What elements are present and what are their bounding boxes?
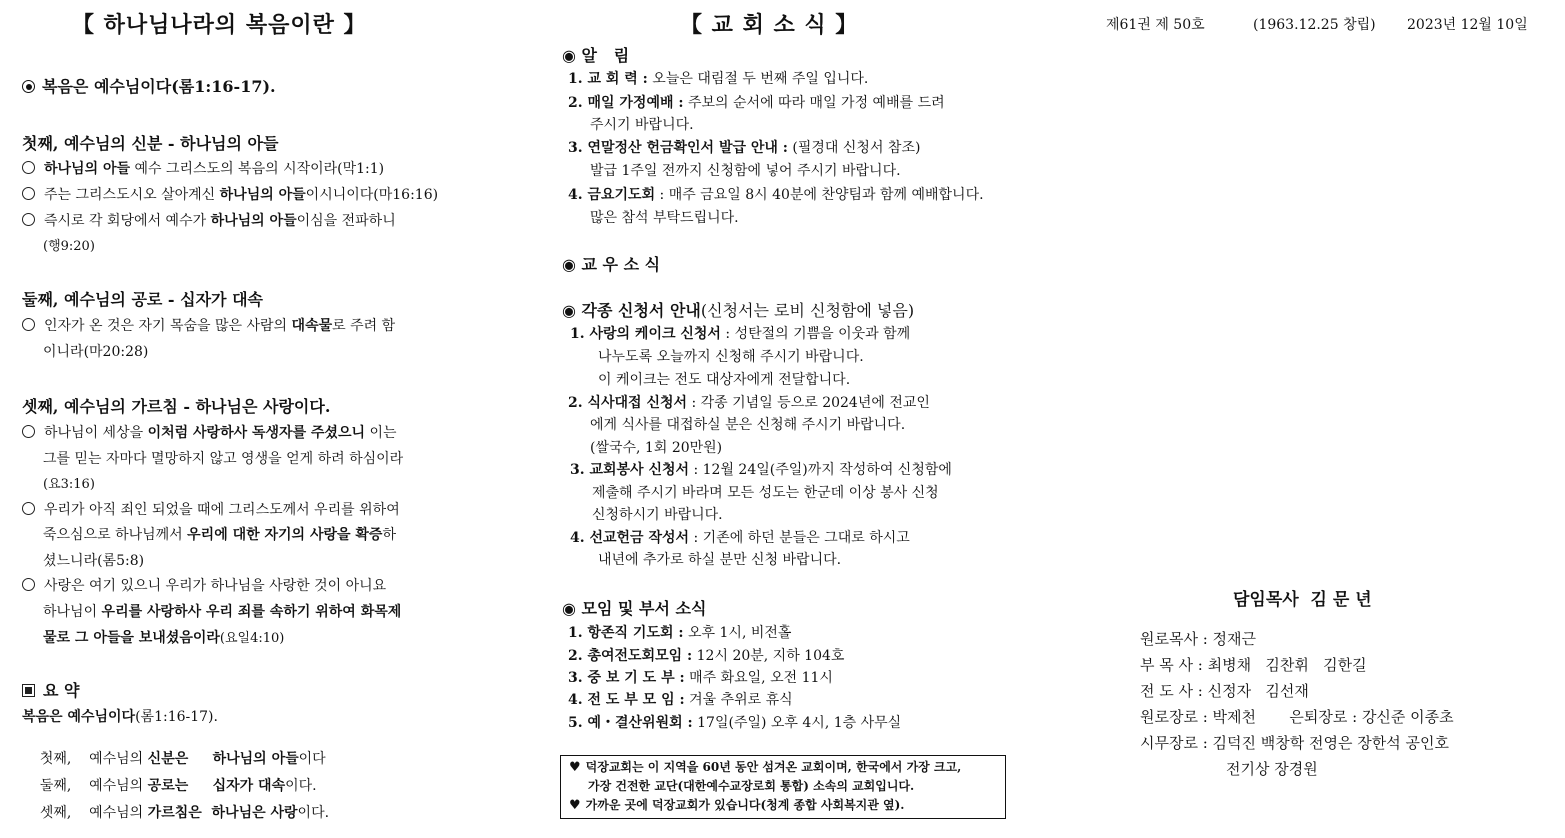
summary-line2: 첫째, 예수님의 신분은 하나님의 아들이다 xyxy=(39,751,326,767)
application-item-2-cont: 에게 식사를 대접하실 분은 신청해 주시기 바랍니다. xyxy=(590,417,906,433)
notice-item-4: 4. 금요기도회 : 매주 금요일 8시 40분에 찬양팀과 함께 예배합니다. xyxy=(568,187,984,203)
meeting-item-5: 5. 예・결산위원회 : 17일(주일) 오후 4시, 1층 사무실 xyxy=(568,715,902,731)
circle-bullet-icon xyxy=(22,213,35,226)
application-item-1: 1. 사랑의 케이크 신청서 : 성탄절의 기쁨을 이웃과 함께 xyxy=(570,326,911,342)
meeting-item-4: 4. 전 도 부 모 임 : 겨울 추위로 휴식 xyxy=(568,692,793,708)
meeting-item-2: 2. 총여전도회모임 : 12시 20분, 지하 104호 xyxy=(568,648,845,664)
section2-heading: 둘째, 예수님의 공로 - 십자가 대속 xyxy=(22,290,263,309)
church-intro-box xyxy=(560,755,1006,819)
circle-bullet-icon xyxy=(22,161,35,174)
applications-heading: ◉ 각종 신청서 안내(신청서는 로비 신청함에 넣음) xyxy=(562,301,915,320)
members-news-heading: ◉ 교 우 소 식 xyxy=(562,255,661,274)
application-item-4: 4. 선교헌금 작성서 : 기존에 하던 분들은 그대로 하시고 xyxy=(570,530,910,546)
section2-line1: 인자가 온 것은 자기 목숨을 많은 사람의 대속물로 주려 함 xyxy=(22,315,395,335)
section3-line1-ref: (요3:16) xyxy=(43,477,95,492)
staff-elders-emeritus: 원로장로 : 박제천 은퇴장로 : 강신준 이종초 xyxy=(1140,708,1454,726)
summary-line1: 복음은 예수님이다(롬1:16-17). xyxy=(22,709,218,725)
section1-line2: 주는 그리스도시오 살아계신 하나님의 아들이시니이다(마16:16) xyxy=(22,184,438,204)
section3-line1: 하나님이 세상을 이처럼 사랑하사 독생자를 주셨으니 이는 xyxy=(22,422,397,442)
circle-bullet-icon xyxy=(22,187,35,200)
notice-heading: ◉ 알 림 xyxy=(562,46,630,65)
senior-pastor: 담임목사 김 문 년 xyxy=(1233,590,1372,610)
section3-line2-ref: 셨느니라(롬5:8) xyxy=(43,553,145,569)
summary-line4: 셋째, 예수님의 가르침은 하나님은 사랑이다. xyxy=(39,805,330,821)
volume-number: 제61권 제 50호 xyxy=(1106,17,1205,33)
square-bullet-icon xyxy=(22,684,35,697)
summary-heading: 요 약 xyxy=(22,678,79,701)
meeting-item-1: 1. 항존직 기도회 : 오후 1시, 비전홀 xyxy=(568,625,792,641)
summary-line3: 둘째, 예수님의 공로는 십자가 대속이다. xyxy=(39,778,317,794)
notice-item-2: 2. 매일 가정예배 : 주보의 순서에 따라 매일 가정 예배를 드려 xyxy=(568,95,945,111)
staff-active-elders: 시무장로 : 김덕진 백창학 전영은 장한석 공인호 xyxy=(1140,734,1449,752)
staff-evangelists: 전 도 사 : 신정자 김선재 xyxy=(1140,682,1309,700)
news-title: 【 교 회 소 식 】 xyxy=(680,12,859,38)
church-intro-line1: ♥ 덕장교회는 이 지역을 60년 동안 섬겨온 교회이며, 한국에서 가장 크고, xyxy=(569,760,962,775)
section2-line1-cont: 이니라(마20:28) xyxy=(43,344,149,360)
heart-icon: ♥ xyxy=(569,760,581,775)
staff-associate-pastors: 부 목 사 : 최병채 김찬휘 김한길 xyxy=(1140,656,1367,674)
church-intro-line3: ♥ 가까운 곳에 덕장교회가 있습니다(청계 종합 사회복지관 옆). xyxy=(569,798,905,813)
section3-line3: 사랑은 여기 있으니 우리가 하나님을 사랑한 것이 아니요 xyxy=(22,575,386,595)
notice-item-3-cont: 발급 1주일 전까지 신청함에 넣어 주시기 바랍니다. xyxy=(590,163,901,179)
circle-bullet-icon xyxy=(22,318,35,331)
section3-line3-cont: 하나님이 우리를 사랑하사 우리 죄를 속하기 위하여 화목제 xyxy=(43,604,402,620)
application-item-3: 3. 교회봉사 신청서 : 12월 24일(주일)까지 작성하여 신청함에 xyxy=(570,462,952,478)
application-item-4-cont: 내년에 추가로 하실 분만 신청 바랍니다. xyxy=(598,552,842,568)
staff-emeritus-pastor: 원로목사 : 정재근 xyxy=(1140,630,1257,648)
heart-icon: ♥ xyxy=(569,798,581,813)
meeting-item-3: 3. 중 보 기 도 부 : 매주 화요일, 오전 11시 xyxy=(568,670,833,686)
gospel-intro: 복음은 예수님이다(롬1:16-17). xyxy=(22,74,276,97)
application-item-1-cont: 나누도록 오늘까지 신청해 주시기 바랍니다. xyxy=(598,349,864,365)
section1-heading: 첫째, 예수님의 신분 - 하나님의 아들 xyxy=(22,134,279,153)
section3-line2-cont: 죽으심으로 하나님께서 우리에 대한 자기의 사랑을 확증하 xyxy=(43,527,396,543)
section3-line3-cont2: 물로 그 아들을 보내셨음이라(요일4:10) xyxy=(43,630,285,646)
section1-line3-ref: (행9:20) xyxy=(43,239,95,254)
notice-item-4-cont: 많은 참석 부탁드립니다. xyxy=(590,210,739,226)
gospel-column xyxy=(0,0,540,822)
target-bullet-icon xyxy=(22,80,35,93)
church-news-column xyxy=(540,0,1030,822)
meetings-heading: ◉ 모임 및 부서 소식 xyxy=(562,599,707,618)
founded-date: (1963.12.25 창립) xyxy=(1253,17,1376,33)
section3-heading: 셋째, 예수님의 가르침 - 하나님은 사랑이다. xyxy=(22,397,331,416)
issue-date: 2023년 12월 10일 xyxy=(1407,17,1528,33)
church-intro-line2: 가장 건전한 교단(대한예수교장로회 통합) 소속의 교회입니다. xyxy=(588,779,915,793)
application-item-2-cont2: (쌀국수, 1회 20만원) xyxy=(590,440,723,456)
circle-bullet-icon xyxy=(22,502,35,515)
notice-item-3: 3. 연말정산 헌금확인서 발급 안내 : (필경대 신청서 참조) xyxy=(568,140,921,156)
notice-item-2-cont: 주시기 바랍니다. xyxy=(590,117,694,133)
section3-line2: 우리가 아직 죄인 되었을 때에 그리스도께서 우리를 위하여 xyxy=(22,499,400,519)
staff-active-elders-cont: 전기상 장경원 xyxy=(1226,760,1318,778)
section1-line3: 즉시로 각 회당에서 예수가 하나님의 아들이심을 전파하니 xyxy=(22,210,396,230)
application-item-2: 2. 식사대접 신청서 : 각종 기념일 등으로 2024년에 전교인 xyxy=(568,395,930,411)
application-item-3-cont: 제출해 주시기 바라며 모든 성도는 한군데 이상 봉사 신청 xyxy=(592,485,939,501)
section3-line1-cont: 그를 믿는 자마다 멸망하지 않고 영생을 얻게 하려 하심이라 xyxy=(43,451,404,467)
application-item-3-cont2: 신청하시기 바랍니다. xyxy=(592,507,723,523)
notice-item-1: 1. 교 회 력 : 오늘은 대림절 두 번째 주일 입니다. xyxy=(568,71,869,87)
gospel-title: 【 하나님나라의 복음이란 】 xyxy=(72,12,367,38)
application-item-1-cont2: 이 케이크는 전도 대상자에게 전달합니다. xyxy=(598,372,851,388)
bulletin-info-column xyxy=(1030,0,1565,822)
section1-line1: 하나님의 아들 예수 그리스도의 복음의 시작이라(막1:1) xyxy=(22,158,384,178)
circle-bullet-icon xyxy=(22,425,35,438)
circle-bullet-icon xyxy=(22,578,35,591)
